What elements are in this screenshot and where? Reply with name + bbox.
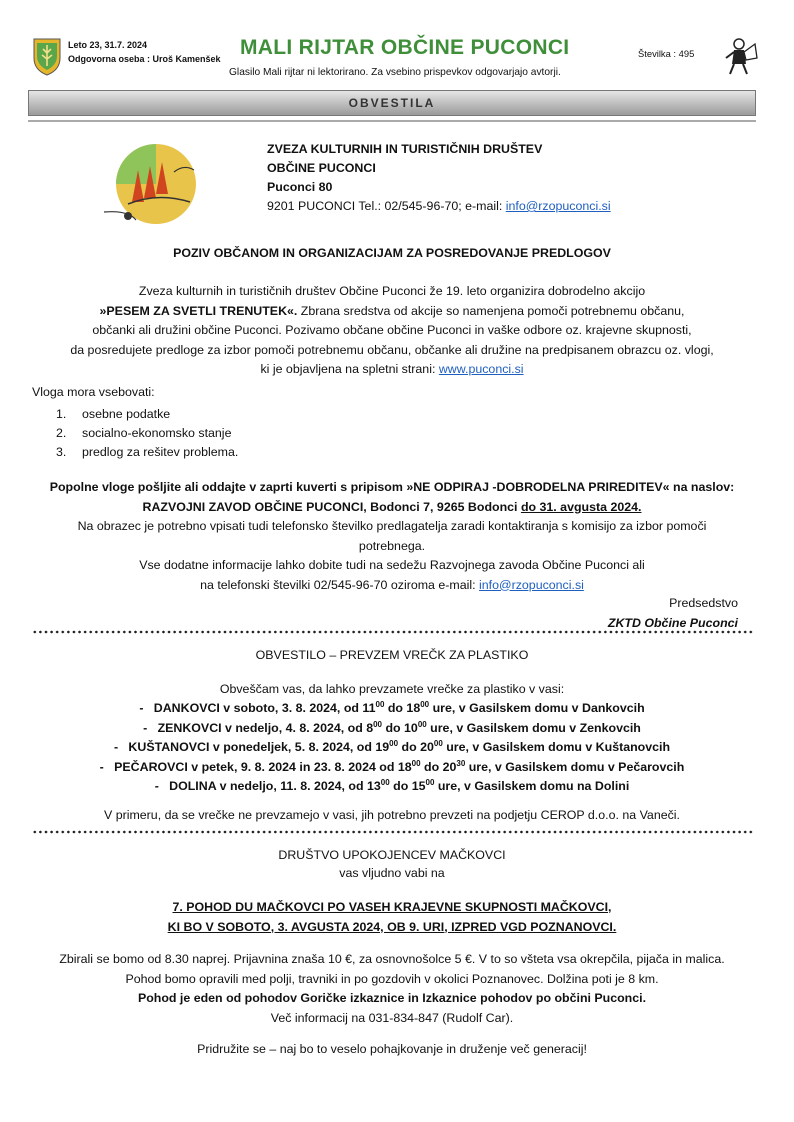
dotted-divider [32, 630, 754, 634]
notice2-heading: OBVESTILO – PREVZEM VREČK ZA PLASTIKO [255, 648, 529, 662]
notice1-p1: Zveza kulturnih in turističnih društev Občine Puconci že 19. leto organizira dobrodelno akcijo [138, 284, 646, 298]
event-detail-1: Zbirali se bomo od 8.30 naprej. Prijavnina znaša 10 €, za osnovnošolce 5 €. V to so všteta vsa okrepčila, pijača in malica. [59, 952, 725, 966]
notice3-org: DRUŠTVO UPOKOJENCEV MAČKOVCI [278, 848, 506, 862]
time-sup: 30 [456, 758, 466, 768]
list-item [56, 443, 238, 462]
item-text: ZENKOVCI v nedeljo, 4. 8. 2024, od 8 [157, 720, 374, 735]
org-contact [267, 197, 611, 216]
time-sup: 00 [375, 700, 385, 709]
org-contact-text: 9201 PUCONCI Tel.: 02/545-96-70; e-mail: [267, 199, 506, 213]
org-name-line2: OBČINE PUCONCI [267, 161, 376, 175]
info-line-1: Vse dodatne informacije lahko dobite tudi na sedežu Razvojnega zavoda Občine Puconci ali [139, 558, 645, 572]
form-note-2: potrebnega. [358, 538, 426, 553]
dotted-divider [32, 830, 754, 834]
item-text: ure, v Gasilskem domu v Kuštanovcih [442, 740, 671, 754]
event-details [28, 950, 756, 1028]
list-item [56, 424, 238, 443]
notice1-p5-text: ki je objavljena na spletni strani: [260, 362, 439, 376]
item-text: ure, v Gasilskem domu v Zenkovcih [426, 720, 641, 735]
item-text: do 15 [389, 779, 426, 793]
time-sup: 00 [425, 778, 435, 787]
event-title-line1: 7. POHOD DU MAČKOVCI PO VASEH KRAJEVNE SKUPNOSTI MAČKOVCI, [172, 900, 612, 914]
signature-role: Predsedstvo [669, 596, 738, 610]
signature [608, 594, 738, 633]
item-text: ure, v Gasilskem domu v Pečarovcih [465, 759, 685, 774]
list-item [28, 738, 756, 758]
org-address [267, 140, 611, 216]
item-text: ure, v Gasilskem domu na Dolini [434, 779, 630, 793]
event-detail-2: Pohod bomo opravili med polji, travniki in po gozdovih v okolici Poznanovec. Dolžina poti je 8 km. [125, 971, 659, 986]
pickup-schedule [28, 699, 756, 797]
time-sup: 00 [380, 778, 390, 787]
notice1-p5 [28, 360, 756, 380]
org-email-link[interactable]: info@rzopuconci.si [505, 199, 611, 213]
list-text: socialno-ekonomsko stanje [82, 426, 232, 440]
bullet-dash: - [99, 759, 104, 774]
section-divider [28, 120, 756, 122]
signature-org: ZKTD Občine Puconci [607, 615, 738, 630]
item-text: ure, v Gasilskem domu v Dankovcih [429, 701, 645, 715]
event-title-line2: KI BO V SOBOTO, 3. AVGUSTA 2024, OB 9. URI, IZPRED VGD POZNANOVCI. [167, 919, 617, 934]
org-street: Puconci 80 [267, 180, 333, 194]
item-text: do 20 [398, 740, 434, 754]
notice1-heading: POZIV OBČANOM IN ORGANIZACIJAM ZA POSREDOVANJE PREDLOGOV [173, 246, 611, 260]
list-text: predlog za rešitev problema. [82, 445, 239, 459]
notice1-body [28, 282, 756, 380]
year-date: Leto 23, 31.7. 2024 [68, 40, 148, 50]
send-address [28, 498, 756, 518]
website-link[interactable]: www.puconci.si [438, 362, 524, 376]
bullet-dash: - [154, 779, 159, 793]
list-text: osebne podatke [82, 407, 171, 421]
notice1-p4: da posredujete predloge za izbor pomoči potrebnemu občanu, občanke ali družine na predpisanem obrazcu oz. vlogi, [70, 342, 714, 357]
list-item [28, 699, 756, 719]
list-number: 2. [56, 426, 67, 440]
notice3-invite: vas vljudno vabi na [339, 866, 445, 880]
event-detail-3: Pohod je eden od pohodov Goričke izkaznice in Izkaznice pohodov po občini Puconci. [137, 991, 647, 1005]
time-sup: 00 [411, 758, 421, 768]
list-item [28, 758, 756, 778]
org-name-line1: ZVEZA KULTURNIH IN TURISTIČNIH DRUŠTEV [267, 142, 543, 156]
notice2-outro: V primeru, da se vrečke ne prevzamejo v vasi, jih potrebno prevzeti na podjetju CEROP d.o.o. na Vaneči. [103, 808, 680, 822]
info-line-2-text: na telefonski številki 02/545-96-70 oziroma e-mail: [200, 577, 480, 592]
issue-number: Številka : 495 [638, 48, 695, 59]
notice2-intro: Obveščam vas, da lahko prevzamete vrečke za plastiko v vasi: [219, 682, 565, 696]
event-closing: Pridružite se – naj bo to veselo pohajkovanje in druženje več generacij! [197, 1042, 587, 1056]
form-note-1: Na obrazec je potrebno vpisati tudi telefonsko številko predlagatelja zaradi kontaktiranja s komisijo za izbor pomoči [77, 519, 707, 533]
newsletter-title: MALI RIJTAR OBČINE PUCONCI [240, 36, 570, 59]
item-text: do 20 [420, 759, 457, 774]
item-text: DANKOVCI v soboto, 3. 8. 2024, od 11 [153, 701, 376, 715]
item-text: do 10 [382, 720, 418, 735]
bullet-dash: - [113, 740, 119, 754]
notice1-p2-rest: Zbrana sredstva od akcije so namenjena pomoči potrebnemu občanu, [297, 303, 685, 318]
event-title [28, 898, 756, 937]
submission-info [28, 478, 756, 595]
item-text: DOLINA v nedeljo, 11. 8. 2024, od 13 [169, 779, 381, 793]
campaign-name: »PESEM ZA SVETLI TRENUTEK«. [99, 303, 298, 318]
section-title: OBVESTILA [348, 96, 436, 110]
bullet-dash: - [143, 720, 148, 735]
time-sup: 00 [373, 719, 382, 729]
requirements-list [56, 405, 238, 462]
list-item [56, 405, 238, 424]
time-sup: 00 [389, 739, 399, 748]
item-text: PEČAROVCI v petek, 9. 8. 2024 in 23. 8. 2024 od 18 [114, 759, 412, 774]
deadline: do 31. avgusta 2024. [520, 499, 642, 514]
info-line-2 [28, 576, 756, 596]
section-bar [28, 90, 756, 116]
list-number: 1. [56, 407, 67, 421]
send-instructions: Popolne vloge pošljite ali oddajte v zaprti kuverti s pripisom »NE ODPIRAJ -DOBRODELNA PRIREDITEV« na naslov: [49, 480, 735, 494]
time-sup: 00 [417, 719, 427, 729]
event-detail-4: Več informacij na 031-834-847 (Rudolf Car). [270, 1010, 514, 1025]
disclaimer: Glasilo Mali rijtar ni lektorirano. Za vsebino prispevkov odgovarjajo avtorji. [229, 67, 561, 78]
issue-meta [68, 38, 221, 66]
time-sup: 00 [433, 739, 443, 748]
notice1-p2 [28, 302, 756, 322]
list-item [28, 719, 756, 739]
masthead [32, 36, 762, 88]
list-number: 3. [56, 445, 67, 459]
address-text: RAZVOJNI ZAVOD OBČINE PUCONCI, Bodonci 7, 9265 Bodonci [142, 499, 521, 514]
notice1-p3: občanki ali družini občine Puconci. Pozivamo občane občine Puconci in vaške odbore oz. krajevne skupnosti, [92, 323, 692, 337]
municipality-crest-icon [32, 36, 62, 76]
reader-mascot-icon [722, 36, 758, 76]
time-sup: 00 [420, 700, 430, 709]
info-email-link[interactable]: info@rzopuconci.si [479, 577, 584, 592]
item-text: KUŠTANOVCI v ponedeljek, 5. 8. 2024, od 19 [128, 740, 390, 754]
list-item [28, 777, 756, 797]
zktd-logo-icon [98, 142, 208, 232]
responsible-person: Odgovorna oseba : Uroš Kamenšek [68, 54, 221, 64]
bullet-dash: - [139, 701, 144, 715]
item-text: do 18 [384, 701, 421, 715]
requirements-intro: Vloga mora vsebovati: [32, 385, 155, 399]
